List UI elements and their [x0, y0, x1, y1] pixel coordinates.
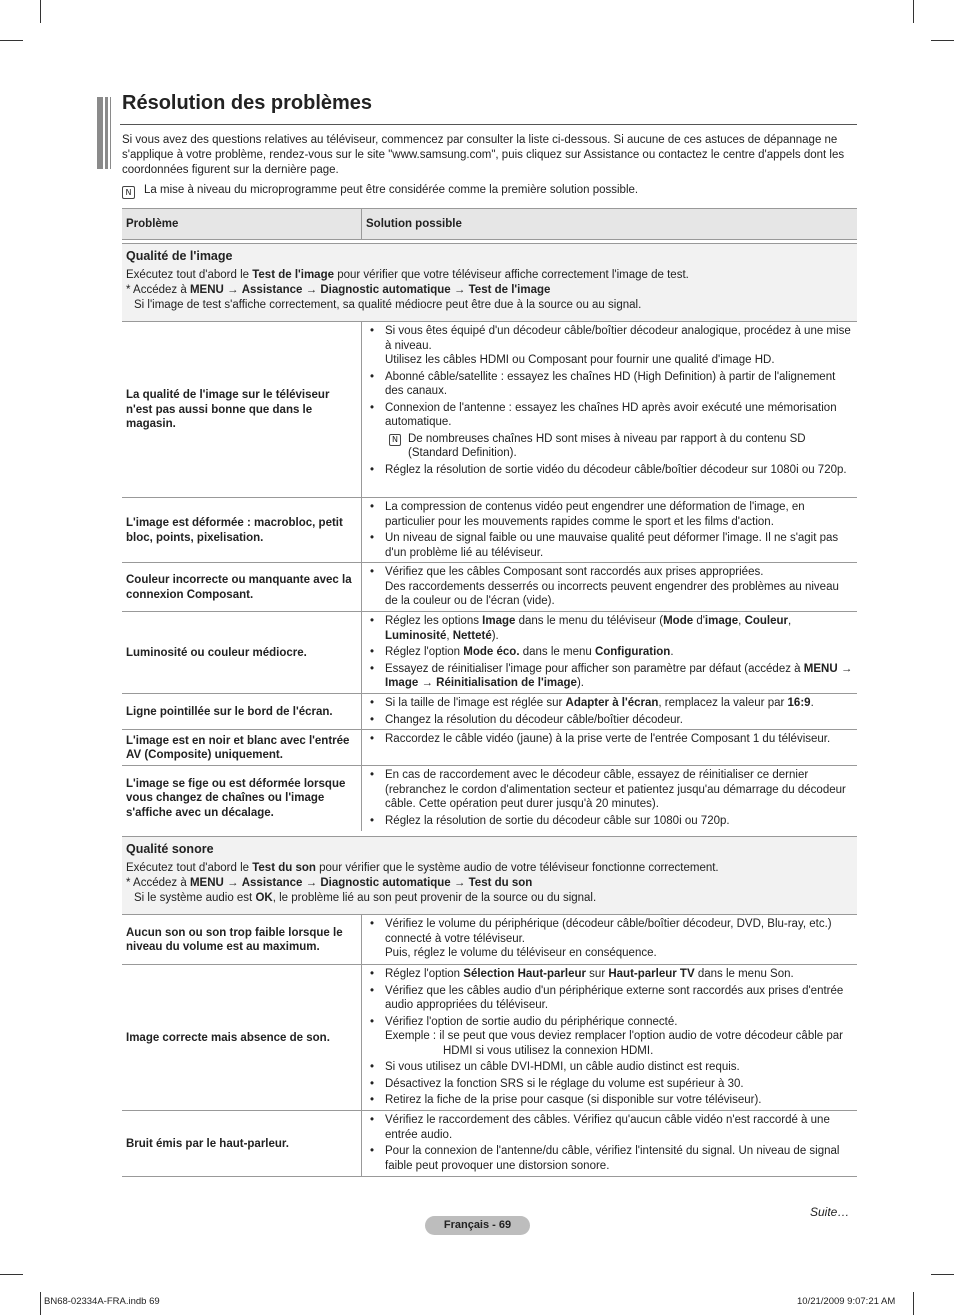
- solution-item: • Connexion de l'antenne : essayez les chaînes HD après avoir exécuté une mémorisation automatique.: [370, 401, 853, 430]
- table-row: [122, 765, 857, 831]
- solution-item: • Réglez la résolution de sortie vidéo du décodeur câble/boîtier décodeur sur 1080i ou 720p.: [370, 463, 853, 478]
- crop-mark: [40, 1292, 41, 1315]
- title-rule: [120, 124, 857, 125]
- problem-cell: Luminosité ou couleur médiocre.: [126, 646, 307, 659]
- solution-item: • Désactivez la fonction SRS si le réglage du volume est supérieur à 30.: [370, 1077, 853, 1092]
- solution-item: • Réglez les options Image dans le menu du téléviseur (Mode d'image, Couleur, Luminosité, Netteté).: [370, 614, 853, 643]
- section-line: Si l'image de test s'affiche correctement, sa qualité médiocre peut être due à la source ou au signal.: [134, 299, 642, 311]
- solution-item: • Retirez la fiche de la prise pour casque (si disponible sur votre téléviseur).: [370, 1093, 853, 1108]
- solution-list: [370, 500, 853, 562]
- footer-timestamp: 10/21/2009 9:07:21 AM: [797, 1296, 896, 1307]
- crop-mark: [931, 40, 954, 41]
- solution-item: • Réglez l'option Sélection Haut-parleur sur Haut-parleur TV dans le menu Son.: [370, 967, 853, 982]
- solution-list: [370, 1113, 853, 1175]
- solution-item: • En cas de raccordement avec le décodeur câble, essayez de réinitialiser ce dernier (rebranchez le cordon d'alimentation secteur et patientez jusqu'au démarrage du décodeur câble. Cette opération peut durer jusqu'à 20 minutes).: [370, 768, 853, 812]
- firmware-note: [122, 183, 638, 199]
- problem-cell: Aucun son ou son trop faible lorsque le niveau du volume est au maximum.: [126, 926, 343, 953]
- table-header: [122, 208, 857, 240]
- table-row: [122, 321, 857, 498]
- section-line: Exécutez tout d'abord le Test du son pour vérifier que le système audio de votre téléviseur fonctionne correctement.: [126, 862, 719, 874]
- table-row: [122, 497, 857, 563]
- problem-cell: L'image est en noir et blanc avec l'entrée AV (Composite) uniquement.: [126, 734, 350, 761]
- crop-mark: [0, 1274, 23, 1275]
- table-row: [122, 693, 857, 730]
- continued-label: Suite…: [810, 1205, 850, 1219]
- solution-note: N De nombreuses chaînes HD sont mises à niveau par rapport à du contenu SD (Standard Definition).: [370, 432, 853, 461]
- solution-item: • Vérifiez l'option de sortie audio du périphérique connecté. Exemple : il se peut que vous deviez remplacer l'option audio de votre décodeur câble par HDMI si vous utilisez la connexion HDMI.: [370, 1015, 853, 1059]
- problem-cell: Bruit émis par le haut-parleur.: [126, 1137, 289, 1150]
- section-line: * Accédez à MENU → Assistance → Diagnostic automatique → Test du son: [126, 877, 533, 889]
- page-title: Résolution des problèmes: [122, 92, 373, 114]
- solution-list: [370, 565, 853, 611]
- solution-item: • Un niveau de signal faible ou une mauvaise qualité peut déformer l'image. Il ne s'agit pas d'un problème lié au téléviseur.: [370, 531, 853, 560]
- note-text: La mise à niveau du microprogramme peut être considérée comme la première solution possible.: [144, 184, 639, 196]
- solution-item: • Changez la résolution du décodeur câble/boîtier décodeur.: [370, 713, 853, 728]
- solution-item: • Réglez la résolution de sortie du décodeur câble sur 1080i ou 720p.: [370, 814, 853, 829]
- header-problem: Problème: [126, 218, 179, 230]
- solution-item: • Vérifiez le volume du périphérique (décodeur câble/boîtier décodeur, DVD, Blu-ray, etc.) connecté à votre téléviseur. Puis, réglez le volume du téléviseur en conséquence.: [370, 917, 853, 961]
- intro-paragraph: Si vous avez des questions relatives au téléviseur, commencez par consulter la liste ci-dessous. Si aucune de ces astuces de dépannage ne s'applique à votre problème, rendez-vous sur le site "www.samsung.com", puis cliquez sur Assistance ou contactez le centre d'appels dont les coordonnées figurent sur la dernière page.: [122, 134, 845, 176]
- section-title: Qualité de l'image: [126, 249, 233, 263]
- crop-mark: [40, 0, 41, 23]
- table-row: [122, 964, 857, 1111]
- solution-item: • Réglez l'option Mode éco. dans le menu Configuration.: [370, 645, 853, 660]
- solution-item: • Vérifiez que les câbles audio d'un périphérique externe sont raccordés aux prises d'entrée audio appropriées du téléviseur.: [370, 984, 853, 1013]
- note-icon: N: [389, 434, 401, 446]
- solution-item: • Essayez de réinitialiser l'image pour afficher son paramètre par défaut (accédez à MENU → Image → Réinitialisation de l'image).: [370, 662, 853, 691]
- solution-item: • Si la taille de l'image est réglée sur Adapter à l'écran, remplacez la valeur par 16:9.: [370, 696, 853, 711]
- solution-item: • La compression de contenus vidéo peut engendrer une déformation de l'image, en particulier pour les mouvements rapides comme le sport et les films d'action.: [370, 500, 853, 529]
- header-solution: Solution possible: [366, 218, 462, 230]
- table-row: [122, 562, 857, 612]
- solution-list: [370, 696, 853, 729]
- section-sound-quality: [122, 836, 857, 915]
- crop-mark: [913, 1292, 914, 1315]
- solution-item: • Abonné câble/satellite : essayez les chaînes HD (High Definition) à partir de l'alignement des canaux.: [370, 370, 853, 399]
- title-decoration: [97, 97, 111, 169]
- solution-list: [370, 768, 853, 830]
- solution-list: [370, 967, 853, 1110]
- table-row: [122, 611, 857, 694]
- solution-item: • Si vous êtes équipé d'un décodeur câble/boîtier décodeur analogique, procédez à une mise à niveau. Utilisez les câbles HDMI ou Composant pour fournir une qualité d'image HD.: [370, 324, 853, 368]
- problem-cell: L'image se fige ou est déformée lorsque vous changez de chaînes ou l'image s'affiche avec un décalage.: [126, 777, 346, 819]
- solution-item: • Vérifiez que les câbles Composant sont raccordés aux prises appropriées. Des raccordements desserrés ou incorrects peuvent engendrer des problèmes au niveau de la couleur ou de l'écran (vide).: [370, 565, 853, 609]
- table-bottom-rule: [122, 1176, 857, 1177]
- section-line: Si le système audio est OK, le problème lié au son peut provenir de la source ou du signal.: [134, 892, 597, 904]
- solution-item: • Pour la connexion de l'antenne/du câble, vérifiez l'intensité du signal. Un niveau de signal faible peut provoquer une distorsion sonore.: [370, 1144, 853, 1173]
- footer-file: BN68-02334A-FRA.indb 69: [44, 1296, 160, 1307]
- crop-mark: [913, 0, 914, 23]
- note-icon: N: [122, 186, 135, 199]
- problem-cell: La qualité de l'image sur le téléviseur n'est pas aussi bonne que dans le magasin.: [126, 389, 330, 431]
- crop-mark: [931, 1274, 954, 1275]
- section-line: * Accédez à MENU → Assistance → Diagnostic automatique → Test de l'image: [126, 284, 551, 296]
- solution-list: [370, 732, 853, 749]
- section-image-quality: [122, 243, 857, 322]
- section-title: Qualité sonore: [126, 842, 214, 856]
- crop-mark: [0, 40, 23, 41]
- problem-cell: Image correcte mais absence de son.: [126, 1031, 330, 1044]
- table-row: [122, 914, 857, 965]
- table-row: [122, 1110, 857, 1177]
- problem-cell: L'image est déformée : macrobloc, petit bloc, points, pixelisation.: [126, 517, 343, 544]
- problem-cell: Ligne pointillée sur le bord de l'écran.: [126, 705, 333, 718]
- solution-item: • Raccordez le câble vidéo (jaune) à la prise verte de l'entrée Composant 1 du téléviseur.: [370, 732, 853, 747]
- section-line: Exécutez tout d'abord le Test de l'image pour vérifier que votre téléviseur affiche correctement l'image de test.: [126, 269, 689, 281]
- solution-item: • Vérifiez le raccordement des câbles. Vérifiez qu'aucun câble vidéo n'est raccordé à une entrée audio.: [370, 1113, 853, 1142]
- page-number: Français - 69: [425, 1216, 530, 1235]
- table-row: [122, 729, 857, 766]
- solution-item: • Si vous utilisez un câble DVI-HDMI, un câble audio distinct est requis.: [370, 1060, 853, 1075]
- problem-cell: Couleur incorrecte ou manquante avec la connexion Composant.: [126, 574, 352, 601]
- solution-list: [370, 324, 853, 479]
- solution-list: [370, 614, 853, 693]
- solution-list: [370, 917, 853, 963]
